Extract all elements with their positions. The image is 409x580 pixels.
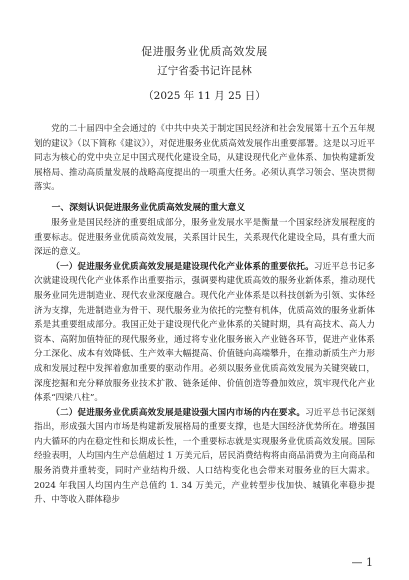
document-author: 辽宁省委书记许昆林: [157, 65, 252, 77]
point-two-body: 习近平总书记深刻指出，形成强大国内市场是构建新发展格局的重要支撑，也是大国经济优势所在。增强国内大循环的内在稳定性和长期成长性，一个重要标志就是实现服务业优质高效发展。国际经验表明，人均国内生产总值超过 1 万美元后，居民消费结构将由商品消费为主向商品和服务消费并重转变，同时产业结构升级、人口结构变化也会带来对服务业的巨大需求。2024 年我国人均国内生产总值约 1. 34 万美元，产业转型步伐加快、城镇化率稳步提升、中等收入群体稳步: [34, 407, 375, 506]
page-number: — 1: [351, 556, 373, 569]
section-heading: 一、深刻认识促进服务业优质高效发展的重大意义: [51, 202, 246, 213]
document-date: （2025 年 11 月 25 日）: [143, 90, 266, 102]
point-two-lead: （二）促进服务业优质高效发展是建设强大国内市场的内在要求。: [51, 407, 306, 418]
intro-paragraph: 党的二十届四中全会通过的《中共中央关于制定国民经济和社会发展第十五个五年规划的建议》（以下简称《建议》），对促进服务业优质高效发展作出重要部署。这是以习近平同志为核心的党中央立足中国式现代化建设全局，从建设现代化产业体系、加快构建新发展格局、推动高质量发展的战略高度提出的一项重大任务。必须认真学习领会、坚决贯彻落实。: [34, 124, 375, 193]
document-title: 促进服务业优质高效发展: [141, 45, 268, 58]
point-one-body: 习近平总书记多次就建设现代化产业体系作出重要指示，强调要构建优质高效的服务业新体系，推动现代服务业同先进制造业、现代农业深度融合。现代化产业体系是以科技创新为引领、实体经济为支撑，先进制造业为骨干、现代服务业为依托的完整有机体，优质高效的服务业新体系是其重要组成部分。我国正处于建设现代化产业体系的关键时期，具有高技术、高人力资本、高附加值特征的现代服务业，通过将专业化服务嵌入产业链各环节，促进产业体系分工深化、成本有效降低、生产效率大幅提高、价值链向高端攀升，在推动新质生产力形成和发展过程中发挥着愈加重要的驱动作用。必须以服务业优质高效发展为关键突破口，深度挖掘和充分释放服务业技术扩散、链条延伸、价值创造等叠加效应，筑牢现代化产业体系“四梁八柱”。: [34, 261, 375, 404]
point-one-lead: （一）促进服务业优质高效发展是建设现代化产业体系的重要依托。: [51, 261, 314, 272]
point-two-paragraph: [34, 406, 375, 508]
section-paragraph: 服务业是国民经济的重要组成部分，服务业发展水平是衡量一个国家经济发展程度的重要标志。促进服务业优质高效发展，关系国计民生，关系现代化建设全局，具有重大而深远的意义。: [34, 217, 375, 258]
point-one-paragraph: [34, 260, 375, 406]
